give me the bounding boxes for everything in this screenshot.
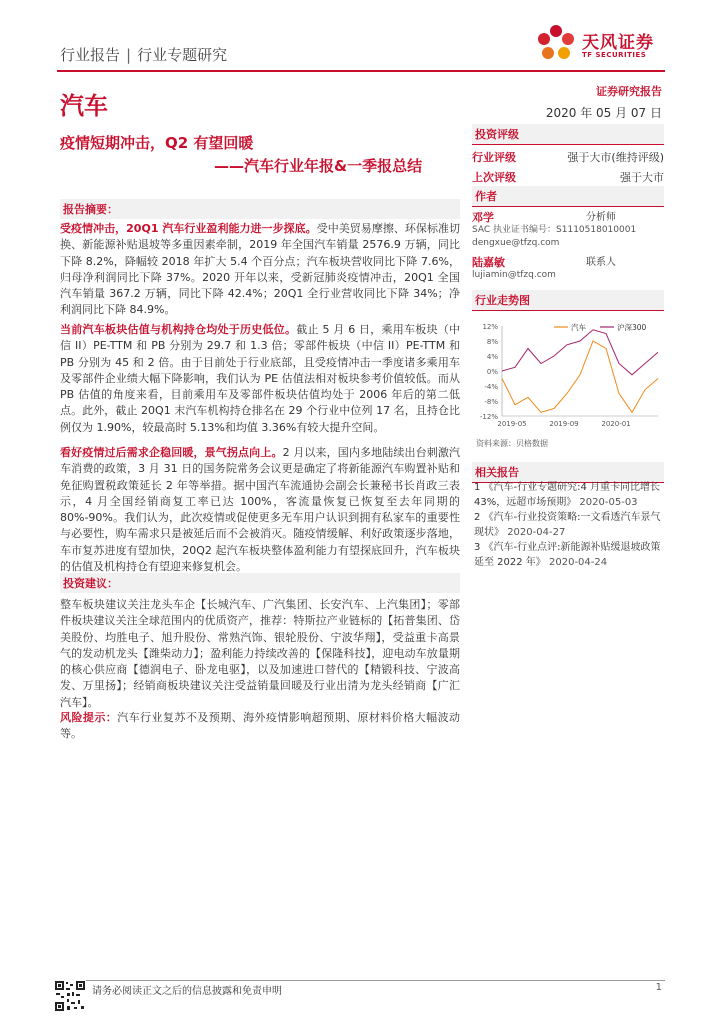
y-tick-label: -12% xyxy=(479,413,498,421)
breadcrumb-separator: | xyxy=(126,46,132,64)
related-item-date: 2020-04-24 xyxy=(549,557,608,568)
paragraph-body: 截止 5 月 6 日，乘用车板块（中信 II）PE-TTM 和 PB 分别为 29.7 和 1.3 倍；零部件板块（中信 II）PE-TTM 和 PB 分别为 45 和 2 倍。由于目前处于行业底部，且受疫情冲击一季度诸多乘用车及零部件企业绩大幅下降影响，我们认为 PE 估值法相对板块参考价值较低。而从 PB 估值的角度来看，目前乘用车及零部件板块估值均处于 2006 年后的第二低点。此外，截止 20Q1 末汽车机构持仓排名在 29 个行业中位列 17 名，且持仓比例仅为 1.90%，较最高时 5.13%和均值 3.36%有较大提升空间。 xyxy=(60,323,461,434)
report-type: 证券研究报告 xyxy=(596,85,662,98)
y-tick-label: 8% xyxy=(486,338,498,346)
rating-row xyxy=(472,149,664,165)
header-divider xyxy=(57,70,665,72)
author-entry xyxy=(472,256,664,282)
author-name: 邓学 xyxy=(472,211,494,224)
summary-heading: 报告摘要： xyxy=(60,199,460,219)
y-tick-label: -8% xyxy=(484,398,498,406)
series-line-index xyxy=(502,330,658,375)
related-item-date: 2020-04-27 xyxy=(507,527,566,538)
brand-name-en: TF SECURITIES xyxy=(582,51,647,59)
report-subcategory: 行业专题研究 xyxy=(137,46,228,64)
paragraph-body: 受中美贸易摩擦、环保标准切换、新能源补贴退坡等多重因素牵制，2019 年全国汽车销量 2576.9 万辆，同比下降 8.2%，降幅较 2018 年扩大 5.4 个百分点；汽车板块营收同比下降 7.6%，归母净利润同比下降 37%。2020 开年以来，受新冠肺炎疫情冲击，20Q1 全国汽车销量 367.2 万辆，同比下降 42.4%；20Q1 全行业营收同比下降 34%；净利润同比下降 84.9%。 xyxy=(60,222,460,317)
trend-panel xyxy=(472,290,664,311)
related-item[interactable] xyxy=(474,480,664,510)
footer-divider xyxy=(57,980,665,981)
footer-disclaimer: 请务必阅读正文之后的信息披露和免责申明 xyxy=(92,986,282,997)
risk-lead: 风险提示： xyxy=(60,711,118,724)
y-tick-label: 12% xyxy=(482,323,498,331)
trend-heading: 行业走势图 xyxy=(472,290,664,311)
author-name: 陆嘉敏 xyxy=(472,256,505,269)
legend-label: 沪深300 xyxy=(617,323,647,332)
sector-title: 汽车 xyxy=(60,92,108,120)
author-role: 分析师 xyxy=(586,212,616,223)
rating-row xyxy=(472,169,664,185)
report-date: 2020 年 05 月 07 日 xyxy=(545,106,662,120)
summary-paragraph-1 xyxy=(60,221,460,319)
advice-heading: 投资建议： xyxy=(60,573,460,593)
rating-key: 行业评级 xyxy=(472,151,516,164)
rating-key: 上次评级 xyxy=(472,171,516,184)
related-heading: 相关报告 xyxy=(472,462,664,483)
related-item-date: 2020-05-03 xyxy=(579,497,638,508)
author-email[interactable]: lujiamin@tfzq.com xyxy=(472,270,556,280)
author-role: 联系人 xyxy=(586,257,616,268)
risk-body: 汽车行业复苏不及预期、海外疫情影响超预期、原材料价格大幅波动等。 xyxy=(60,711,461,741)
brand-logo xyxy=(534,22,669,68)
author-entry xyxy=(472,211,664,250)
rating-heading: 投资评级 xyxy=(472,124,664,145)
report-category-breadcrumb xyxy=(60,44,227,65)
y-tick-label: 4% xyxy=(486,353,498,361)
risk-paragraph xyxy=(60,710,460,743)
legend-label: 汽车 xyxy=(571,323,586,332)
x-tick-label: 2019-05 xyxy=(497,420,527,428)
summary-paragraph-2 xyxy=(60,322,460,436)
y-tick-label: 0% xyxy=(486,368,498,376)
qr-code-icon xyxy=(54,980,86,1012)
author-cert: SAC 执业证书编号：S1110518010001 xyxy=(472,225,637,235)
related-item-title: 3 《汽车-行业点评:新能源补贴缓退坡政策延至 2022 年》 xyxy=(474,542,661,568)
flower-logo-icon xyxy=(534,22,578,66)
authors-heading: 作者 xyxy=(472,186,664,207)
rating-value: 强于大市(维持评级) xyxy=(567,151,664,164)
page-number: 1 xyxy=(655,982,662,993)
summary-paragraph-3 xyxy=(60,445,460,575)
brand-name-cn: 天风证券 xyxy=(582,33,654,53)
related-item[interactable] xyxy=(474,510,664,540)
related-item-title: 1 《汽车-行业专题研究:4 月重卡同比增长 43%，远超市场预期》 xyxy=(474,482,661,508)
paragraph-body: 2 月以来，国内多地陆续出台刺激汽车消费的政策，3 月 31 日的国务院常务会议更是确定了将新能源汽车购置补贴和免征购置税政策延长 2 年等举措。据中国汽车流通协会副会长兼秘书长肖政三表示，4 月全国经销商复工率已达 100%，客流量恢复已恢复至去年同期的 80%-90%。我们认为，此次疫情或促使更多无车用户认识到拥有私家车的重要性与必要性，购车需求只是被延后而不会被消灭。随疫情缓解、利好政策逐步落地，车市复苏进度有望加快，20Q2 起汽车板块整体盈利能力有望探底回升，汽车板块的估值及机构持仓有望迎来修复机会。 xyxy=(60,446,461,574)
x-tick-label: 2020-01 xyxy=(601,420,631,428)
report-category: 行业报告 xyxy=(60,46,121,64)
related-item[interactable] xyxy=(474,540,664,570)
paragraph-lead: 看好疫情过后需求企稳回暖，景气拐点向上。 xyxy=(60,446,283,459)
authors-panel xyxy=(472,186,664,282)
author-email[interactable]: dengxue@tfzq.com xyxy=(472,238,560,248)
advice-paragraph: 整车板块建议关注龙头车企【长城汽车、广汽集团、长安汽车、上汽集团】；零部件板块建议关注全球范围内的优质资产，推荐：特斯拉产业链标的【拓普集团、岱美股份、均胜电子、旭升股份、常熟汽饰、银轮股份、宁波华翔】，受益重卡高景气的发动机龙头【潍柴动力】；盈利能力持续改善的【保隆科技】，迎电动车放量期的核心供应商【德润电子、卧龙电驱】，以及加速进口替代的【精锻科技、宁波高发、万里扬】；经销商板块建议关注受益销量回暖及行业出清为龙头经销商【广汇汽车】。 xyxy=(60,598,460,709)
report-title: 疫情短期冲击，Q2 有望回暖 xyxy=(60,134,254,152)
report-subtitle: ——汽车行业年报&一季报总结 xyxy=(214,157,423,175)
paragraph-lead: 当前汽车板块估值与机构持仓均处于历史低位。 xyxy=(60,323,297,336)
chart-source: 资料来源：贝格数据 xyxy=(476,439,548,448)
x-tick-label: 2019-09 xyxy=(549,420,579,428)
rating-panel xyxy=(472,124,664,185)
industry-trend-chart xyxy=(472,318,664,433)
paragraph-lead: 受疫情冲击，20Q1 汽车行业盈利能力进一步探底。 xyxy=(60,222,317,235)
related-item-title: 2 《汽车-行业投资策略:一文看透汽车景气现状》 xyxy=(474,512,661,538)
rating-value: 强于大市 xyxy=(620,171,664,184)
y-tick-label: -4% xyxy=(484,383,498,391)
related-list xyxy=(474,480,664,570)
